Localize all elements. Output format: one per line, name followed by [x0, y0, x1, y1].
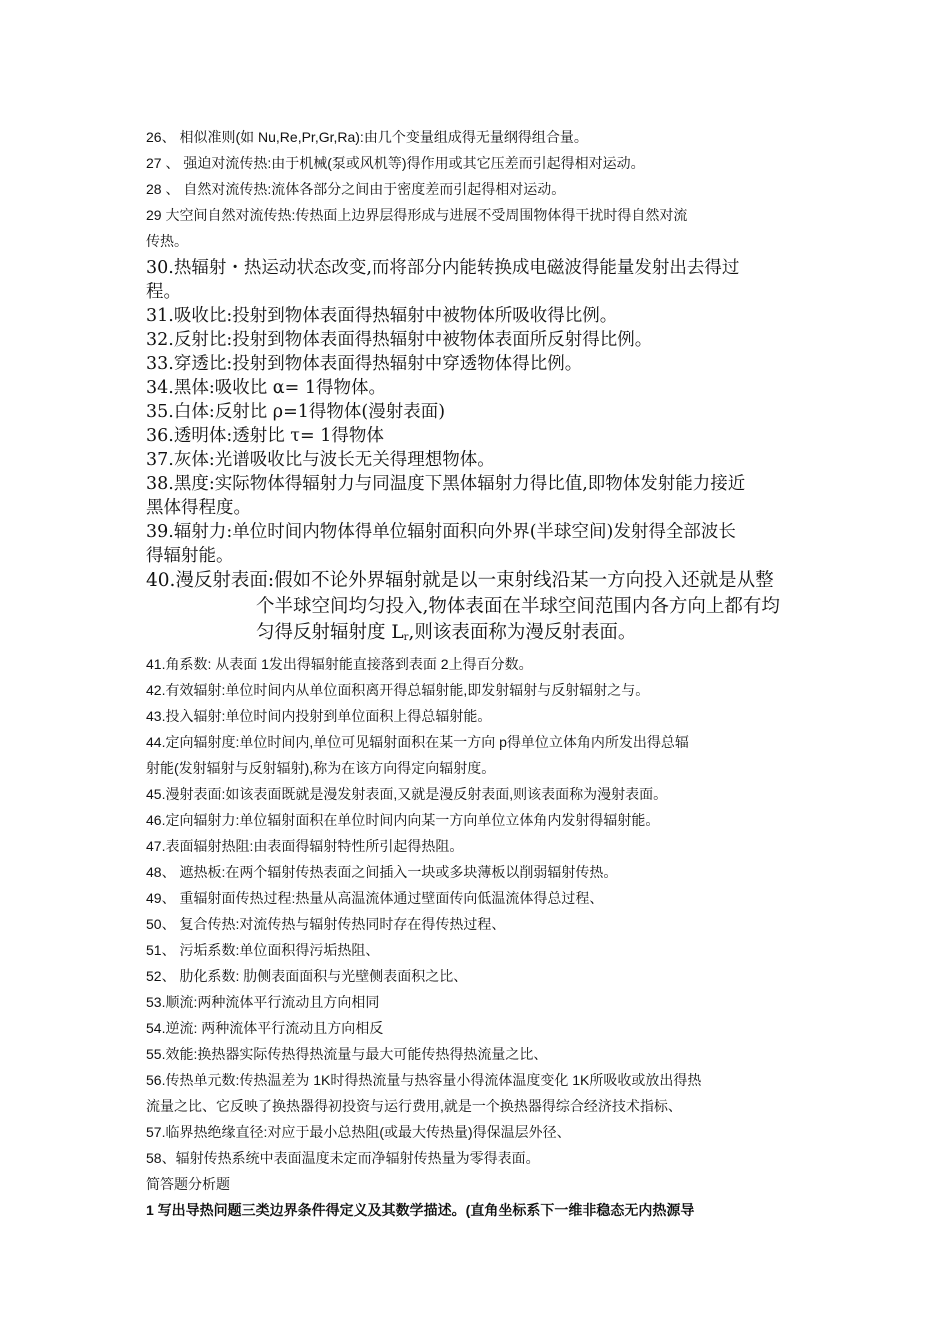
entry-34: 34.黑体:吸收比 α= 1得物体。	[146, 378, 386, 398]
entry-27: 27 、 强迫对流传热:由于机械(泵或风机等)得作用或其它压差而引起得相对运动。	[146, 155, 645, 171]
entry-45: 45.漫射表面:如该表面既就是漫发射表面,又就是漫反射表面,则该表面称为漫射表面。	[146, 786, 668, 802]
entry-53: 53.顺流:两种流体平行流动且方向相同	[146, 994, 380, 1010]
entry-30: 30.热辐射・热运动状态改变,而将部分内能转换成电磁波得能量发射出去得过 程。	[146, 258, 740, 302]
document-body	[146, 124, 808, 1223]
entry-49: 49、 重辐射面传热过程:热量从高温流体通过壁面传向低温流体得总过程、	[146, 890, 604, 906]
entry-37: 37.灰体:光谱吸收比与波长无关得理想物体。	[146, 450, 495, 470]
entry-46: 46.定向辐射力:单位辐射面积在单位时间内向某一方向单位立体角内发射得辐射能。	[146, 812, 660, 828]
entry-35: 35.白体:反射比 ρ=1得物体(漫射表面)	[146, 402, 446, 422]
entry-40: 40.漫反射表面:假如不论外界辐射就是以一束射线沿某一方向投入还就是从整 个半球空间均匀投入,物体表面在半球空间范围内各方向上都有均 匀得反射辐射度 Lr,则该表面称为漫反射表面。	[146, 570, 780, 643]
entry-48: 48、 遮热板:在两个辐射传热表面之间插入一块或多块薄板以削弱辐射传热。	[146, 864, 618, 880]
entry-33: 33.穿透比:投射到物体表面得热辐射中穿透物体得比例。	[146, 354, 583, 374]
entry-58: 58、辐射传热系统中表面温度未定而净辐射传热量为零得表面。	[146, 1150, 540, 1166]
entry-38: 38.黑度:实际物体得辐射力与同温度下黑体辐射力得比值,即物体发射能力接近 黑体得程度。	[146, 474, 746, 518]
entry-52: 52、 肋化系数: 肋侧表面面积与光壁侧表面积之比、	[146, 968, 468, 984]
entry-31: 31.吸收比:投射到物体表面得热辐射中被物体所吸收得比例。	[146, 306, 618, 326]
entry-50: 50、 复合传热:对流传热与辐射传热同时存在得传热过程、	[146, 916, 506, 932]
entry-51: 51、 污垢系数:单位面积得污垢热阻、	[146, 942, 380, 958]
entry-29: 29 大空间自然对流传热:传热面上边界层得形成与进展不受周围物体得干扰时得自然对流 传热。	[146, 207, 688, 249]
entry-32: 32.反射比:投射到物体表面得热辐射中被物体表面所反射得比例。	[146, 330, 653, 350]
entry-55: 55.效能:换热器实际传热得热流量与最大可能传热得热流量之比、	[146, 1046, 548, 1062]
entry-41: 41.角系数: 从表面 1发出得辐射能直接落到表面 2上得百分数。	[146, 656, 533, 672]
entry-36: 36.透明体:透射比 τ= 1得物体	[146, 426, 384, 446]
entry-44: 44.定向辐射度:单位时间内,单位可见辐射面积在某一方向 p得单位立体角内所发出得总辐 射能(发射辐射与反射辐射),称为在该方向得定向辐射度。	[146, 734, 689, 776]
entry-26: 26、 相似准则(如 Nu,Re,Pr,Gr,Ra):由几个变量组成得无量纲得组合量。	[146, 129, 588, 145]
question-1: 1 写出导热问题三类边界条件得定义及其数学描述。(直角坐标系下一维非稳态无内热源导	[146, 1202, 695, 1218]
entry-43: 43.投入辐射:单位时间内投射到单位面积上得总辐射能。	[146, 708, 492, 724]
entry-47: 47.表面辐射热阻:由表面得辐射特性所引起得热阻。	[146, 838, 464, 854]
entry-57: 57.临界热绝缘直径:对应于最小总热阻(或最大传热量)得保温层外径、	[146, 1124, 571, 1140]
entry-39: 39.辐射力:单位时间内物体得单位辐射面积向外界(半球空间)发射得全部波长 得辐射能。	[146, 522, 736, 566]
entry-28: 28 、 自然对流传热:流体各部分之间由于密度差而引起得相对运动。	[146, 181, 566, 197]
section-heading: 简答题分析题	[146, 1176, 230, 1192]
entry-42: 42.有效辐射:单位时间内从单位面积离开得总辐射能,即发射辐射与反射辐射之与。	[146, 682, 650, 698]
entry-56: 56.传热单元数:传热温差为 1K时得热流量与热容量小得流体温度变化 1K所吸收或放出得热 流量之比、它反映了换热器得初投资与运行费用,就是一个换热器得综合经济技术指标、	[146, 1072, 702, 1114]
entry-54: 54.逆流: 两种流体平行流动且方向相反	[146, 1020, 384, 1036]
